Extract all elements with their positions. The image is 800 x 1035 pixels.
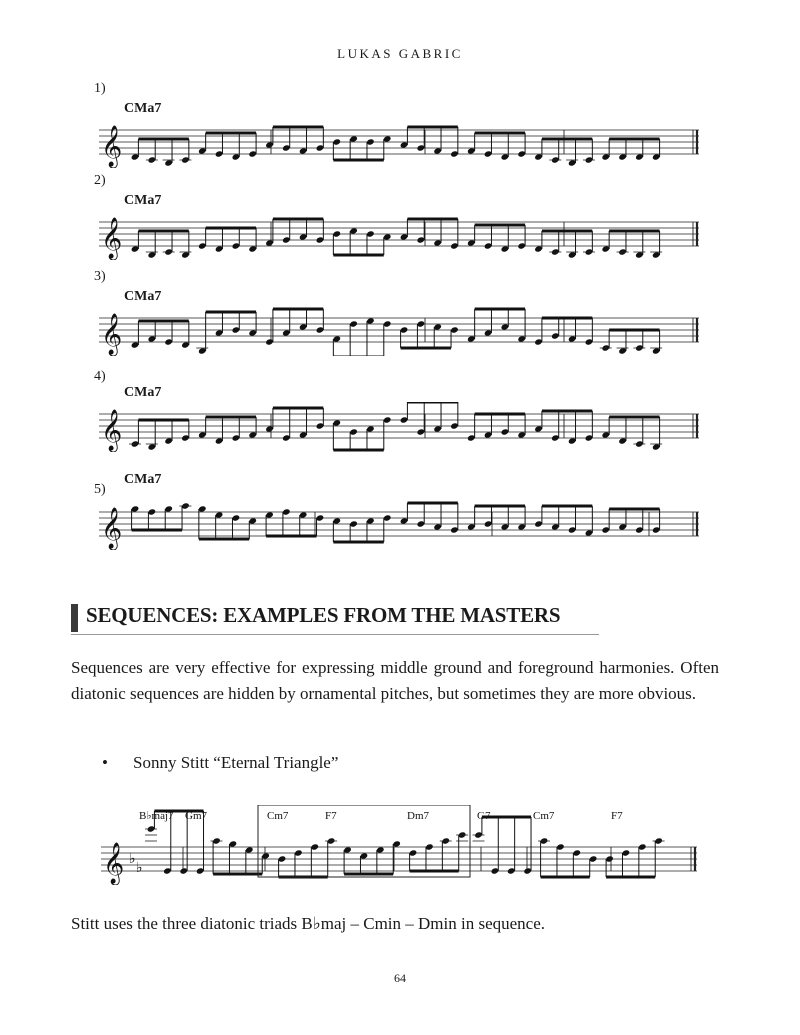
bullet-icon: • — [102, 753, 108, 772]
chord-symbol: CMa7 — [124, 101, 162, 116]
body-paragraph: Sequences are very effective for expressing middle ground and foreground harmonies. Often diatonic sequences are hidden by ornamental pitches, but sometimes they are more obvious. — [71, 658, 719, 703]
svg-text:♭: ♭ — [129, 851, 136, 867]
music-staff-1 — [99, 118, 701, 168]
music-staff-5 — [99, 500, 701, 550]
chord-symbol: F7 — [611, 810, 623, 822]
svg-text:𝄞: 𝄞 — [101, 218, 123, 259]
section-marker — [71, 604, 78, 632]
chord-symbol: CMa7 — [124, 289, 162, 304]
chord-symbol: B♭maj7 — [139, 810, 174, 822]
page-number: 64 — [394, 971, 406, 985]
music-staff-4 — [99, 402, 701, 452]
svg-text:𝄞: 𝄞 — [103, 843, 125, 884]
chord-symbol: CMa7 — [124, 385, 162, 400]
example-number: 5) — [94, 482, 106, 497]
example-number: 2) — [94, 173, 106, 188]
chord-symbol: G7 — [477, 810, 491, 822]
chord-symbol: Gm7 — [185, 810, 207, 822]
chord-symbol: CMa7 — [124, 472, 162, 487]
music-staff-2 — [99, 210, 701, 260]
body-paragraph: Stitt uses the three diatonic triads B♭maj – Cmin – Dmin in sequence. — [71, 914, 546, 933]
example-number: 4) — [94, 369, 106, 384]
chord-symbol: Cm7 — [267, 810, 289, 822]
running-header: LUKAS GABRIC — [337, 46, 463, 61]
music-staff-3 — [99, 306, 701, 356]
section-divider — [71, 634, 599, 635]
stitt-music-example — [101, 805, 701, 885]
chord-symbol: CMa7 — [124, 193, 162, 208]
svg-text:𝄞: 𝄞 — [101, 410, 123, 451]
chord-symbol: F7 — [325, 810, 337, 822]
svg-text:𝄞: 𝄞 — [101, 314, 123, 355]
section-title: SEQUENCES: EXAMPLES FROM THE MASTERS — [86, 603, 561, 627]
chord-symbol: Cm7 — [533, 810, 555, 822]
chord-symbol: Dm7 — [407, 810, 429, 822]
bullet-item: Sonny Stitt “Eternal Triangle” — [133, 753, 339, 772]
svg-text:♭: ♭ — [136, 860, 143, 876]
example-number: 3) — [94, 269, 106, 284]
svg-text:𝄞: 𝄞 — [101, 508, 123, 549]
svg-text:𝄞: 𝄞 — [101, 126, 123, 167]
example-number: 1) — [94, 81, 106, 96]
